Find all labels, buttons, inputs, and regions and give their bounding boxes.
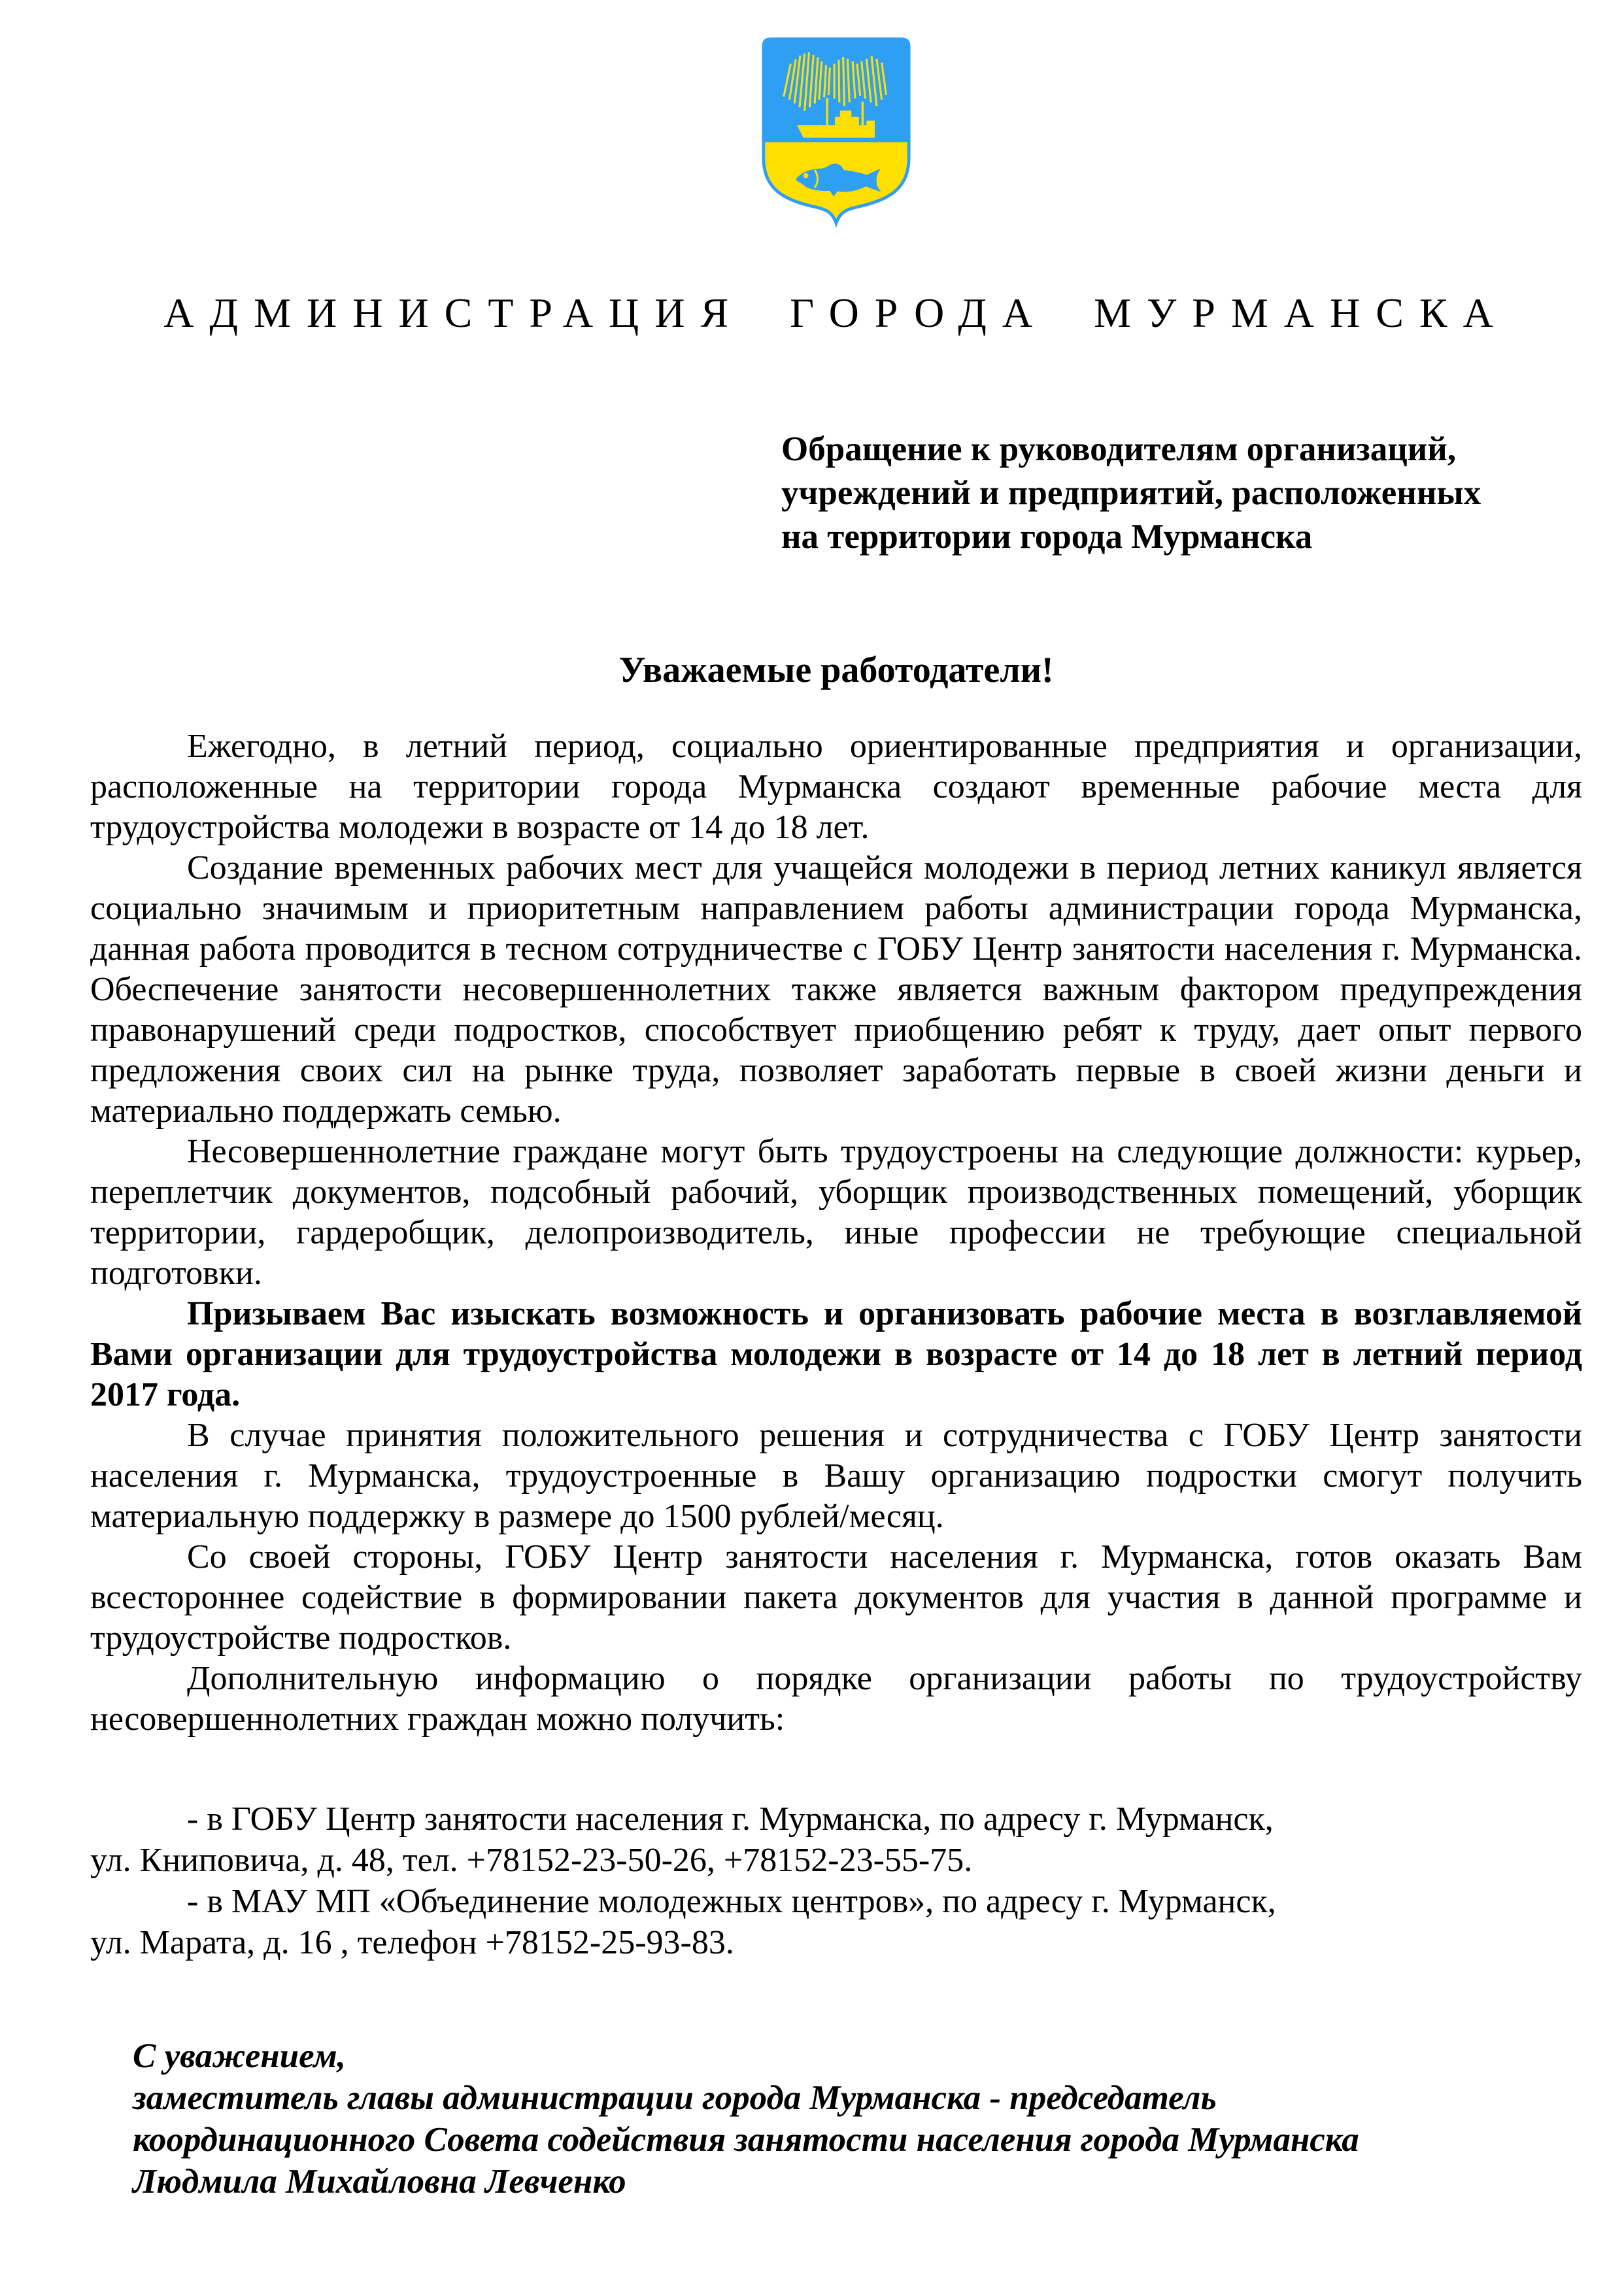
contact-line-employment-center-address: ул. Книповича, д. 48, тел. +78152-23-50-26, +78152-23-55-75. bbox=[90, 1842, 973, 1880]
murmansk-coat-of-arms-icon bbox=[760, 34, 912, 228]
addressee-block bbox=[781, 428, 1582, 559]
organization-title: АДМИНИСТРАЦИЯ ГОРОДА МУРМАНСКА bbox=[163, 290, 1509, 336]
paragraph-positions: Несовершеннолетние граждане могут быть трудоустроены на следующие должности: курьер, переплетчик документов, подсобный рабочий, уборщик производственных помещений, уборщик территории, гардеробщик, делопроизводитель, иные профессии не требующие специальной подготовки. bbox=[90, 1133, 1582, 1292]
letter-body bbox=[90, 726, 1582, 1740]
addressee-line: Обращение к руководителям организаций, bbox=[781, 430, 1457, 469]
signature-position-line-2: координационного Совета содействия занятости населения города Мурманска bbox=[133, 2121, 1359, 2159]
signature-regards: С уважением, bbox=[133, 2037, 346, 2076]
paragraph-appeal: Призываем Вас изыскать возможность и организовать рабочие места в возглавляемой Вами организации для трудоустройства молодежи в возрасте от 14 до 18 лет в летний период 2017 года. bbox=[90, 1295, 1582, 1414]
contact-line-youth-centers: - в МАУ МП «Объединение молодежных центров», по адресу г. Мурманск, bbox=[187, 1883, 1276, 1921]
contact-line-youth-centers-address: ул. Марата, д. 16 , телефон +78152-25-93-83. bbox=[90, 1924, 734, 1962]
salutation: Уважаемые работодатели! bbox=[618, 650, 1054, 691]
contact-line-employment-center: - в ГОБУ Центр занятости населения г. Мурманска, по адресу г. Мурманск, bbox=[187, 1800, 1274, 1838]
fish-eye bbox=[804, 173, 809, 178]
paragraph-more-info: Дополнительную информацию о порядке организации работы по трудоустройству несовершеннолетних граждан можно получить: bbox=[90, 1660, 1582, 1738]
addressee-line: на территории города Мурманска bbox=[781, 518, 1313, 556]
signature-position-line-1: заместитель главы администрации города Мурманска - председатель bbox=[133, 2079, 1217, 2118]
paragraph-assistance: Со своей стороны, ГОБУ Центр занятости населения г. Мурманска, готов оказать Вам всестороннее содействие в формировании пакета документов для участия в данной программе и трудоустройстве подростков. bbox=[90, 1538, 1582, 1657]
contact-info bbox=[90, 1798, 1582, 1963]
paragraph-significance: Создание временных рабочих мест для учащейся молодежи в период летних каникул является социально значимым и приоритетным направлением работы администрации города Мурманска, данная работа проводится в тесном сотрудничестве с ГОБУ Центр занятости населения г. Мурманска. Обеспечение занятости несовершеннолетних также является важным фактором предупреждения правонарушений среди подростков, способствует приобщению ребят к труду, дает опыт первого предложения своих сил на рынке труда, позволяет заработать первые в своей жизни деньги и материально поддержать семью. bbox=[90, 849, 1582, 1130]
paragraph-annual-jobs: Ежегодно, в летний период, социально ориентированные предприятия и организации, расположенные на территории города Мурманска создают временные рабочие места для трудоустройства молодежи в возрасте от 14 до 18 лет. bbox=[90, 728, 1582, 847]
paragraph-support: В случае принятия положительного решения и сотрудничества с ГОБУ Центр занятости населения г. Мурманска, трудоустроенные в Вашу организацию подростки смогут получить материальную поддержку в размере до 1500 рублей/месяц. bbox=[90, 1417, 1582, 1536]
signature-block bbox=[133, 2035, 1582, 2203]
signature-name: Людмила Михайловна Левченко bbox=[133, 2163, 626, 2201]
addressee-line: учреждений и предприятий, расположенных bbox=[781, 474, 1481, 513]
